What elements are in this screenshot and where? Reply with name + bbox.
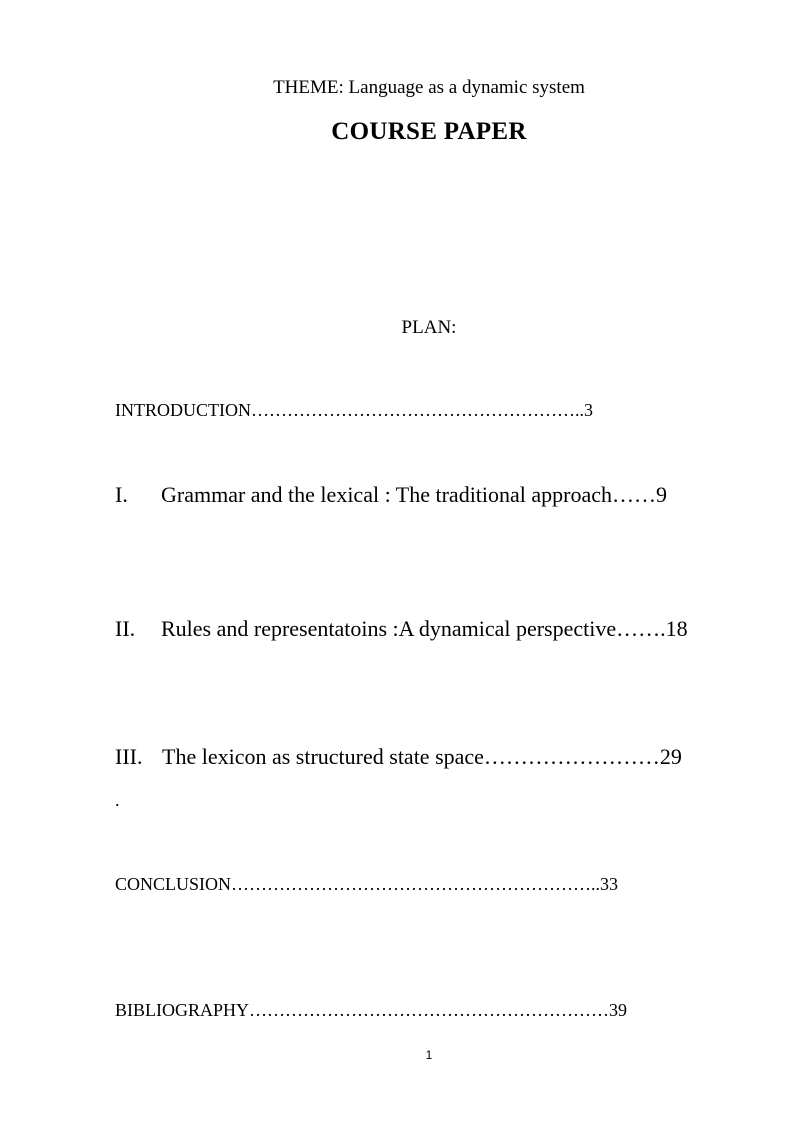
toc-entry-introduction: INTRODUCTION………………………………………………..3 <box>115 400 593 420</box>
toc-chapter-one-numeral: I. <box>115 482 128 507</box>
toc-chapter-one-title: Grammar and the lexical : The traditional approach……9 <box>161 482 668 507</box>
toc-entry-chapter-two <box>115 616 688 642</box>
stray-period-mark: . <box>115 790 120 810</box>
page-number: 1 <box>425 1048 433 1062</box>
toc-chapter-two-title: Rules and representatoins :A dynamical perspective…….18 <box>161 616 688 641</box>
toc-chapter-three-numeral: III. <box>115 744 143 769</box>
toc-chapter-two-numeral: II. <box>115 616 136 641</box>
toc-entry-chapter-one <box>115 482 667 508</box>
theme-line: THEME: Language as a dynamic system <box>273 77 585 98</box>
toc-entry-chapter-three <box>115 744 682 770</box>
plan-heading: PLAN: <box>401 317 457 338</box>
page-title: COURSE PAPER <box>331 118 527 145</box>
toc-entry-conclusion: CONCLUSION……………………………………………………..33 <box>115 874 619 894</box>
toc-chapter-three-title: The lexicon as structured state space……………………29 <box>162 744 682 769</box>
toc-entry-bibliography: BIBLIOGRAPHY……………………………………………………39 <box>115 1000 628 1020</box>
